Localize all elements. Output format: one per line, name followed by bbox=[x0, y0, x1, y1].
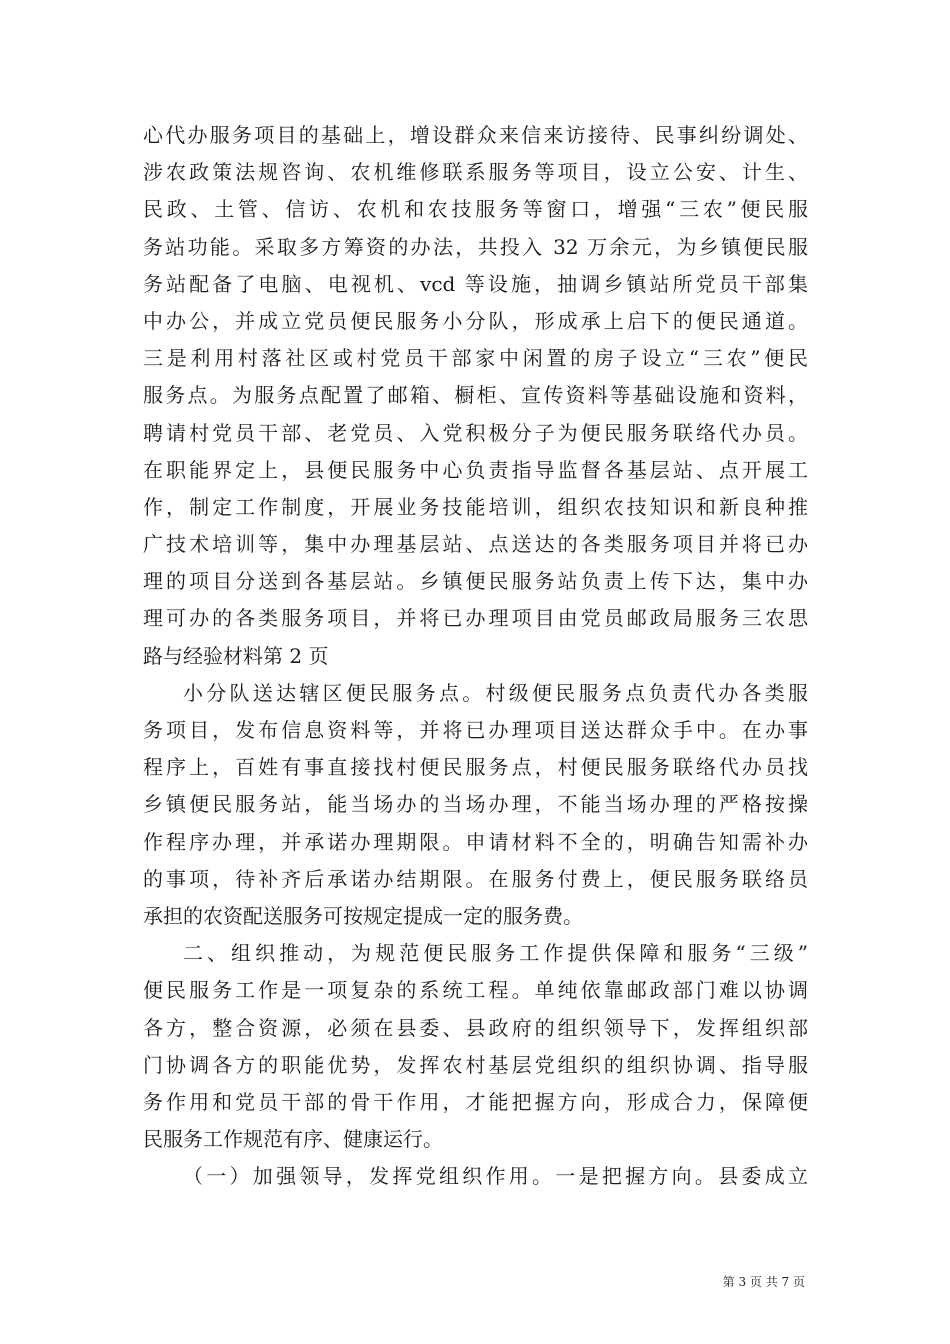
text-line: 的事项，待补齐后承诺办结期限。在服务付费上，便民服务联络员 bbox=[143, 866, 808, 891]
text-line: 广技术培训等，集中办理基层站、点送达的各类服务项目并将已办 bbox=[143, 532, 808, 557]
text-line: 心代办服务项目的基础上，增设群众来信来访接待、民事纠纷调处、 bbox=[143, 123, 808, 147]
text-line: 承担的农资配送服务可按规定提成一定的服务费。 bbox=[143, 903, 583, 928]
page-footer: 第 3 页 共 7 页 bbox=[722, 1275, 805, 1289]
text-line: 民服务工作规范有序、健康运行。 bbox=[143, 1127, 443, 1152]
document-body bbox=[143, 117, 808, 1195]
text-line: 务站功能。采取多方筹资的办法，共投入 32 万余元，为乡镇便民服 bbox=[143, 234, 808, 259]
text-line: 作程序办理，并承诺办理期限。申请材料不全的，明确告知需补办 bbox=[143, 829, 808, 854]
text-line: 服务点。为服务点配置了邮箱、橱柜、宣传资料等基础设施和资料， bbox=[143, 383, 808, 408]
text-line: 小分队送达辖区便民服务点。村级便民服务点负责代办各类服 bbox=[183, 680, 808, 705]
text-line: 务项目，发布信息资料等，并将已办理项目送达群众手中。在办事 bbox=[143, 718, 808, 742]
text-line: 各方，整合资源，必须在县委、县政府的组织领导下，发挥组织部 bbox=[143, 1015, 808, 1040]
text-line: 在职能界定上，县便民服务中心负责指导监督各基层站、点开展工 bbox=[143, 457, 808, 482]
text-line: 中办公，并成立党员便民服务小分队，形成承上启下的便民通道。 bbox=[143, 308, 808, 333]
text-line: 三是利用村落社区或村党员干部家中闲置的房子设立“三农”便民 bbox=[143, 346, 808, 371]
text-line: 便民服务工作是一项复杂的系统工程。单纯依靠邮政部门难以协调 bbox=[143, 978, 808, 1003]
text-line: 聘请村党员干部、老党员、入党积极分子为便民服务联络代办员。 bbox=[143, 420, 808, 445]
text-line: 二、组织推动，为规范便民服务工作提供保障和服务“三级” bbox=[183, 941, 808, 966]
text-line: 涉农政策法规咨询、农机维修联系服务等项目，设立公安、计生、 bbox=[143, 160, 808, 185]
text-line: 民政、土管、信访、农机和农技服务等窗口，增强“三农”便民服 bbox=[143, 197, 808, 222]
text-line: 门协调各方的职能优势，发挥农村基层党组织的组织协调、指导服 bbox=[143, 1052, 808, 1077]
text-line: 路与经验材料第 2 页 bbox=[143, 643, 329, 668]
text-line: 理可办的各类服务项目，并将已办理项目由党员邮政局服务三农思 bbox=[143, 606, 808, 631]
text-line: 务作用和党员干部的骨干作用，才能把握方向，形成合力，保障便 bbox=[143, 1089, 808, 1114]
text-line: 务站配备了电脑、电视机、vcd 等设施，抽调乡镇站所党员干部集 bbox=[143, 271, 808, 296]
text-line: 作，制定工作制度，开展业务技能培训，组织农技知识和新良种推 bbox=[143, 494, 808, 519]
text-line: （一）加强领导，发挥党组织作用。一是把握方向。县委成立 bbox=[183, 1164, 808, 1189]
text-line: 程序上，百姓有事直接找村便民服务点，村便民服务联络代办员找 bbox=[143, 755, 808, 780]
text-line: 乡镇便民服务站，能当场办的当场办理，不能当场办理的严格按操 bbox=[143, 792, 808, 817]
text-line: 理的项目分送到各基层站。乡镇便民服务站负责上传下达，集中办 bbox=[143, 569, 808, 594]
